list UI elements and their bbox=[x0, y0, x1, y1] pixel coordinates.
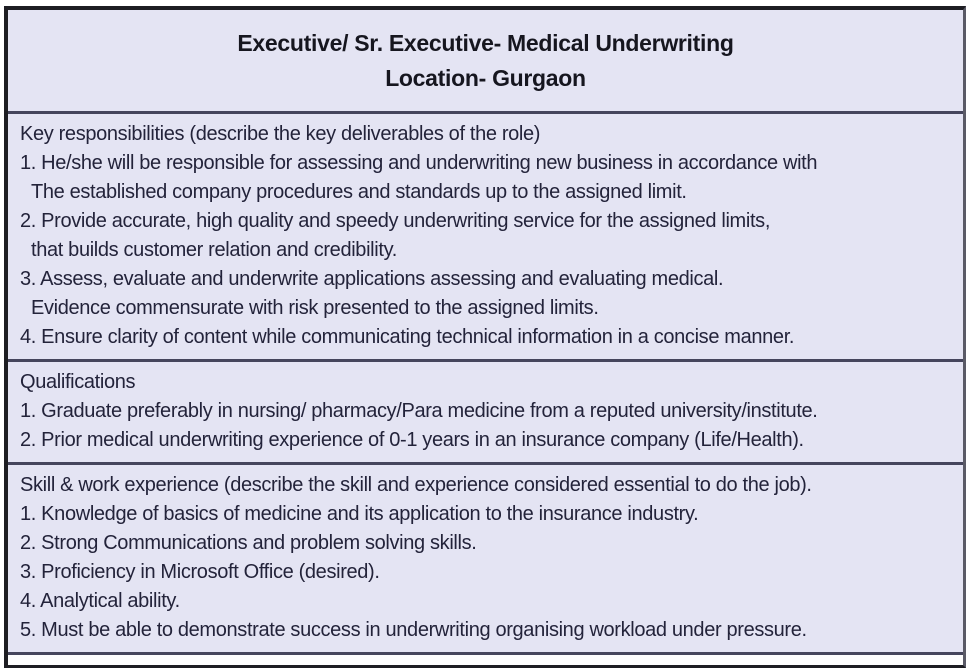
title-cell bbox=[8, 10, 963, 111]
list-item: 1. Knowledge of basics of medicine and its application to the insurance industry. bbox=[20, 503, 699, 525]
section-heading: Key responsibilities (describe the key deliverables of the role) bbox=[20, 123, 541, 145]
list-item: 2. Strong Communications and problem solving skills. bbox=[20, 532, 477, 554]
list-item: 4. Ensure clarity of content while communicating technical information in a concise manner. bbox=[20, 326, 795, 348]
job-location: Location- Gurgaon bbox=[385, 64, 586, 91]
list-item: 3. Assess, evaluate and underwrite applications assessing and evaluating medical. bbox=[20, 268, 724, 290]
list-item: 1. He/she will be responsible for assessing and underwriting new business in accordance with bbox=[20, 152, 818, 174]
list-item: 5. Must be able to demonstrate success in underwriting organising workload under pressure. bbox=[20, 619, 807, 641]
list-item-continuation: The established company procedures and standards up to the assigned limit. bbox=[31, 181, 687, 203]
section-heading: Skill & work experience (describe the skill and experience considered essential to do the job). bbox=[20, 474, 812, 496]
section-qualifications bbox=[8, 359, 963, 462]
section-skill-work-experience bbox=[8, 462, 963, 652]
list-item: 4. Analytical ability. bbox=[20, 590, 180, 612]
job-title: Executive/ Sr. Executive- Medical Underwriting bbox=[237, 29, 734, 56]
list-item-continuation: that builds customer relation and credibility. bbox=[31, 239, 397, 261]
section-key-responsibilities bbox=[8, 111, 963, 359]
list-item: 2. Provide accurate, high quality and speedy underwriting service for the assigned limits, bbox=[20, 210, 771, 232]
list-item: 3. Proficiency in Microsoft Office (desired). bbox=[20, 561, 380, 583]
section-heading: Qualifications bbox=[20, 371, 136, 393]
list-item-continuation: Evidence commensurate with risk presented to the assigned limits. bbox=[31, 297, 599, 319]
list-item: 1. Graduate preferably in nursing/ pharmacy/Para medicine from a reputed university/institute. bbox=[20, 400, 818, 422]
list-item: 2. Prior medical underwriting experience of 0-1 years in an insurance company (Life/Health). bbox=[20, 429, 804, 451]
job-description-table bbox=[4, 6, 966, 668]
empty-bottom-row bbox=[8, 652, 963, 665]
